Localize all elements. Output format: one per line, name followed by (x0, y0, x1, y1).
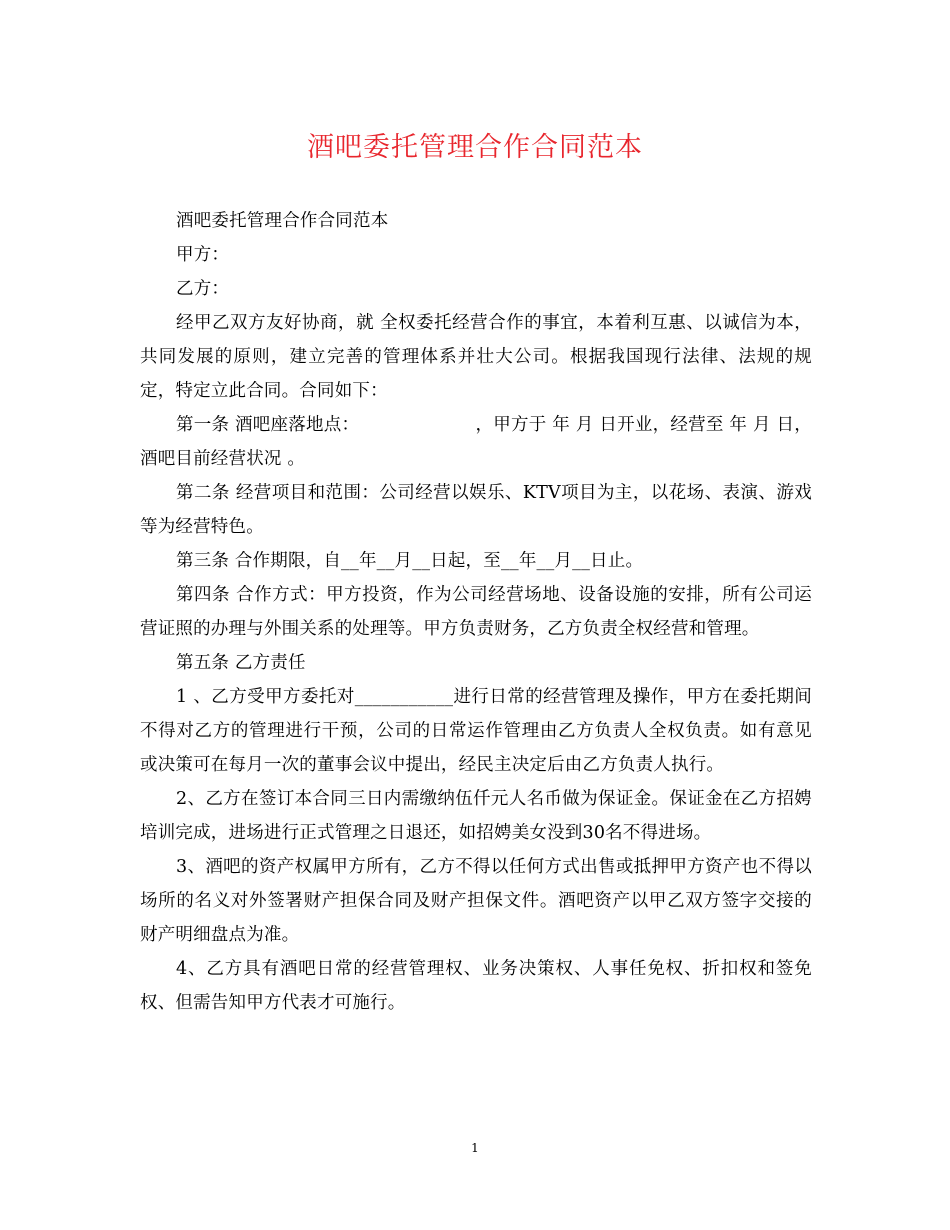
paragraph-article-5: 第五条 乙方责任 (176, 653, 306, 673)
paragraph-clause-3: 3、酒吧的资产权属甲方所有，乙方不得以任何方式出售或抵押甲方资产也不得以场所的名义对外签署财产担保合同及财产担保文件。酒吧资产以甲乙双方签字交接的财产明细盘点为准。 (140, 857, 812, 945)
paragraph-article-2: 第二条 经营项目和范围：公司经营以娱乐、KTV项目为主，以花场、表演、游戏等为经营特色。 (140, 483, 812, 537)
paragraph-article-1: 第一条 酒吧座落地点： ，甲方于 年 月 日开业，经营至 年 月 日，酒吧目前经营状况 。 (140, 415, 812, 469)
paragraph-preamble: 经甲乙双方友好协商，就 全权委托经营合作的事宜，本着利互惠、以诚信为本，共同发展的原则，建立完善的管理体系并壮大公司。根据我国现行法律、法规的规定，特定立此合同。合同如下： (140, 313, 812, 401)
paragraph-party-b: 乙方： (176, 279, 230, 299)
page-number: 1 (471, 1141, 479, 1155)
paragraph-article-3: 第三条 合作期限，自__年__月__日起，至__年__月__日止。 (176, 551, 644, 571)
paragraph-article-4: 第四条 合作方式：甲方投资，作为公司经营场地、设备设施的安排，所有公司运营证照的办理与外围关系的处理等。甲方负责财务，乙方负责全权经营和管理。 (140, 585, 812, 639)
paragraph-party-a: 甲方： (176, 245, 230, 265)
paragraph-clause-4: 4、乙方具有酒吧日常的经营管理权、业务决策权、人事任免权、折扣权和签免权、但需告知甲方代表才可施行。 (140, 959, 812, 1013)
document-body (140, 204, 812, 1020)
document-title: 酒吧委托管理合作合同范本 (307, 132, 643, 163)
paragraph-clause-1: 1 、乙方受甲方委托对___________进行日常的经营管理及操作，甲方在委托期间不得对乙方的管理进行干预，公司的日常运作管理由乙方负责人全权负责。如有意见或决策可在每月一次的董事会议中提出，经民主决定后由乙方负责人执行。 (140, 687, 812, 775)
paragraph-heading: 酒吧委托管理合作合同范本 (176, 211, 389, 231)
paragraph-clause-2: 2、乙方在签订本合同三日内需缴纳伍仟元人名币做为保证金。保证金在乙方招娉培训完成，进场进行正式管理之日退还，如招娉美女没到30名不得进场。 (140, 789, 812, 843)
